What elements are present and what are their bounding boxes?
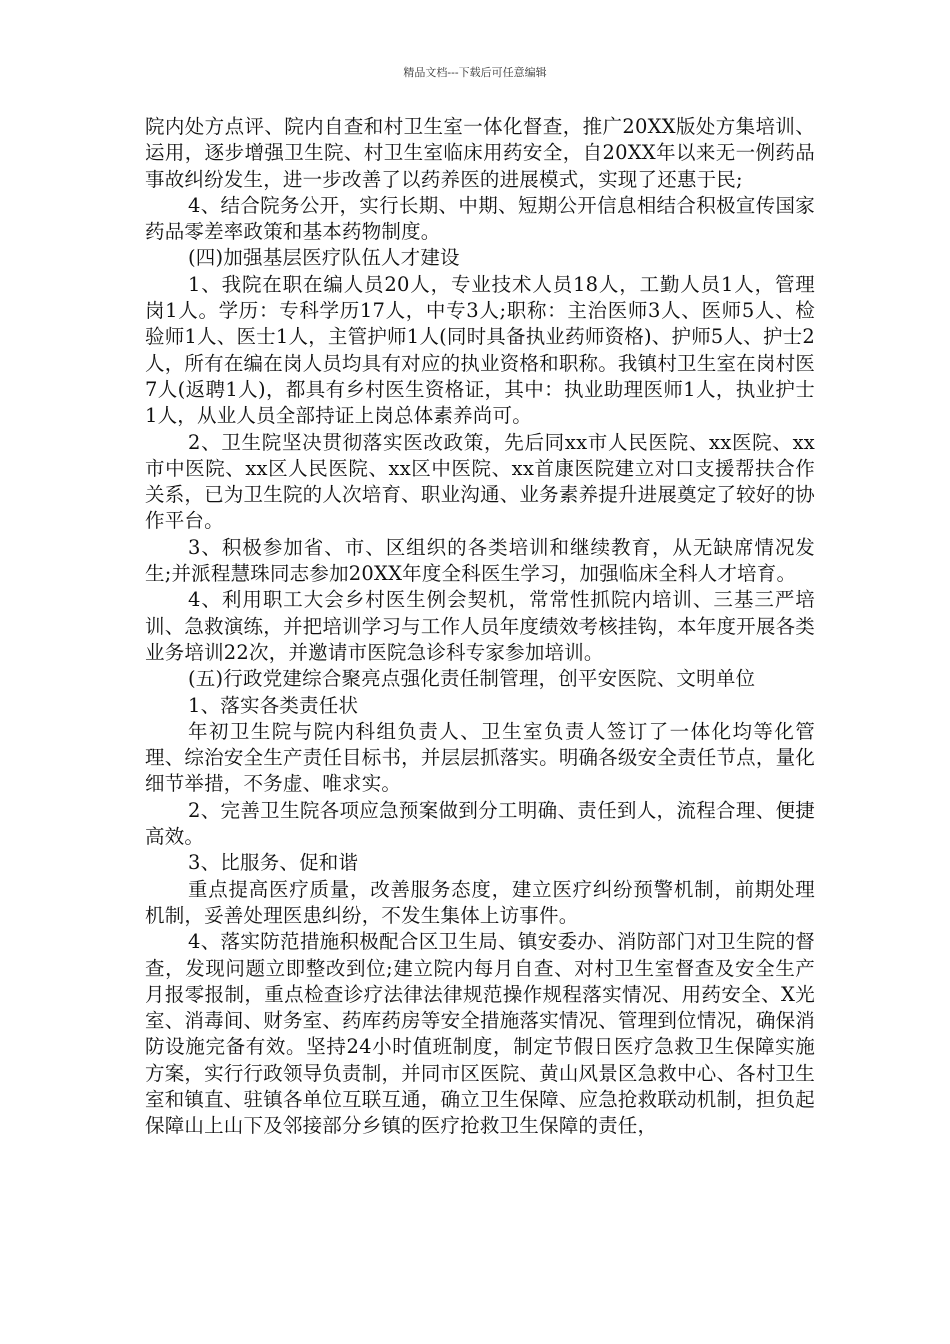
document-body [145, 114, 815, 1140]
paragraph-6: 3、积极参加省、市、区组织的各类培训和继续教育，从无缺席情况发生;并派程慧珠同志参加20XX年度全科医生学习，加强临床全科人才培育。 [145, 535, 815, 586]
paragraph-13: 重点提高医疗质量，改善服务态度，建立医疗纠纷预警机制，前期处理机制，妥善处理医患纠纷，不发生集体上访事件。 [145, 877, 815, 927]
subheading-1: 1、落实各类责任状 [188, 693, 359, 717]
paragraph-7: 4、利用职工大会乡村医生例会契机，常常性抓院内培训、三基三严培训、急救演练，并把培训学习与工作人员年度绩效考核挂钩，本年度开展各类业务培训22次，并邀请市医院急诊科专家参加培训。 [145, 588, 815, 664]
paragraph-10: 年初卫生院与院内科组负责人、卫生室负责人签订了一体化均等化管理、综治安全生产责任目标书，并层层抓落实。明确各级安全责任节点，量化细节举措，不务虚、唯求实。 [145, 719, 815, 796]
page-header: 精品文档---下载后可任意编辑 [403, 66, 547, 79]
paragraph-4: 1、我院在职在编人员20人，专业技术人员18人，工勤人员1人，管理岗1人。学历：专科学历17人，中专3人;职称：主治医师3人、医师5人、检验师1人、医士1人，主管护师1人(同时具备执业药师资格)、护师5人、护士2人，所有在编在岗人员均具有对应的执业资格和职称。我镇村卫生室在岗村医7人(返聘1人)，都具有乡村医生资格证，其中：执业助理医师1人，执业护士1人，从业人员全部持证上岗总体素养尚可。 [145, 272, 815, 428]
subheading-3: 3、比服务、促和谐 [188, 851, 359, 875]
paragraph-11: 2、完善卫生院各项应急预案做到分工明确、责任到人，流程合理、便捷高效。 [145, 798, 815, 849]
section-heading-5: (五)行政党建综合聚亮点强化责任制管理，创平安医院、文明单位 [188, 667, 756, 691]
paragraph-5: 2、卫生院坚决贯彻落实医改政策，先后同xx市人民医院、xx医院、xx市中医院、xx区人民医院、xx区中医院、xx首康医院建立对口支援帮扶合作关系，已为卫生院的人次培育、职业沟通、业务素养提升进展奠定了较好的协作平台。 [145, 430, 815, 533]
paragraph-2: 4、结合院务公开，实行长期、中期、短期公开信息相结合积极宣传国家药品零差率政策和基本药物制度。 [145, 193, 815, 244]
paragraph-14: 4、落实防范措施积极配合区卫生局、镇安委办、消防部门对卫生院的督查，发现问题立即整改到位;建立院内每月自查、对村卫生室督查及安全生产月报零报制，重点检查诊疗法律法律规范操作规程落实情况、用药安全、X光室、消毒间、财务室、药库药房等安全措施落实情况、管理到位情况，确保消防设施完备有效。坚持24小时值班制度，制定节假日医疗急救卫生保障实施方案，实行行政领导负责制，并同市区医院、黄山风景区急救中心、各村卫生室和镇直、驻镇各单位互联互通，确立卫生保障、应急抢救联动机制，担负起保障山上山下及邻接部分乡镇的医疗抢救卫生保障的责任， [145, 930, 815, 1138]
section-heading-4: (四)加强基层医疗队伍人才建设 [188, 246, 460, 270]
paragraph-1: 院内处方点评、院内自查和村卫生室一体化督查，推广20XX版处方集培训、运用，逐步增强卫生院、村卫生室临床用药安全，自20XX年以来无一例药品事故纠纷发生，进一步改善了以药养医的进展模式，实现了还惠于民; [145, 115, 815, 191]
